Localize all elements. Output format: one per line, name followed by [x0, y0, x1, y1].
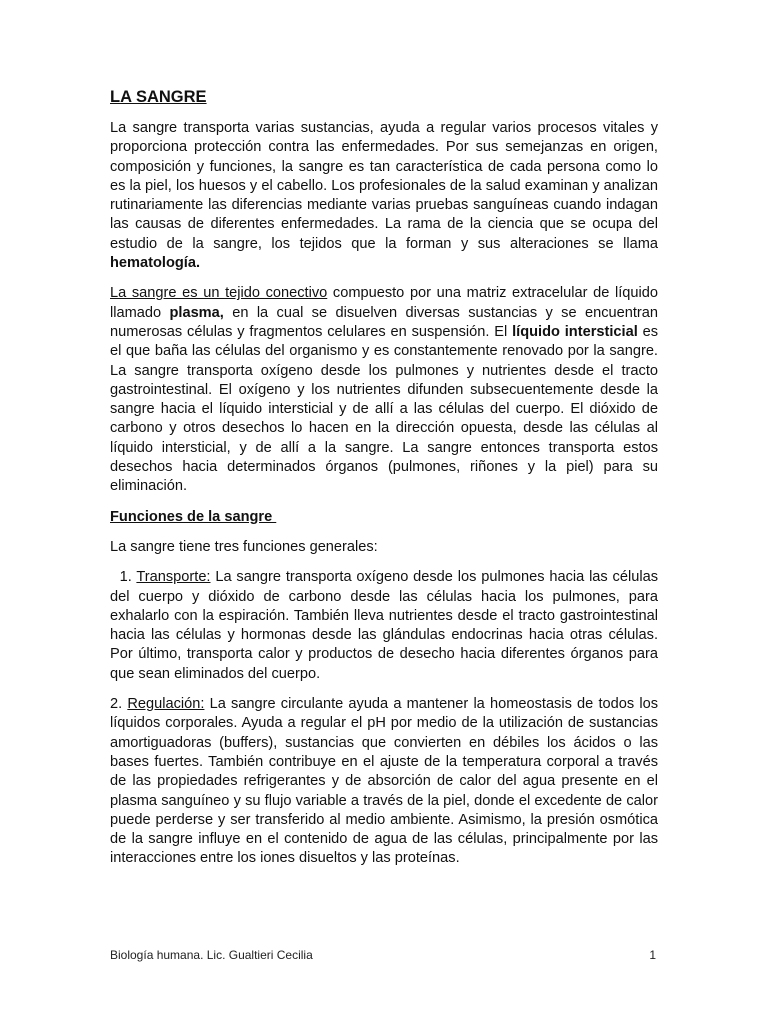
paragraph-tissue-text-3: es el que baña las células del organismo y es constantemente renovado por la sangre. La sangre transporta oxígeno desde los pulmones y nutrientes desde el tracto gastrointestinal. El oxígeno y los nutrientes difunden subsecuentemente desde la sangre hacia el líquido intersticial y de allí a las células del cuerpo. El dióxido de carbono y otros desechos lo hacen en la dirección opuesta, desde las células al líquido intersticial, y de allí a la sangre. La sangre entonces transporta estos desechos hacia determinados órganos (pulmones, riñones y la piel) para su eliminación.: [110, 323, 658, 495]
function-transport-label: Transporte:: [136, 569, 211, 586]
paragraph-intro-text: La sangre transporta varias sustancias, ayuda a regular varios procesos vitales y proporciona protección contra las enfermedades. Por sus semejanzas en origen, composición y funciones, la sangre es tan característica de cada persona como lo es la piel, los huesos y el cabello. Los profesionales de la salud examinan y analizan rutinariamente las diferencias mediante varias pruebas sanguíneas cuando indagan las causas de diferentes enfermedades. La rama de la ciencia que se ocupa del estudio de la sangre, los tejidos que la forman y sus alteraciones se llama: [110, 120, 658, 252]
tissue-definition-underlined: La sangre es un tejido conectivo: [110, 285, 328, 302]
paragraph-tissue-text-2: en la cual se disuelven diversas sustancias y se encuentran numerosas células y fragmentos celulares en suspensión. El: [110, 304, 658, 340]
plasma-term: plasma,: [169, 304, 224, 321]
function-regulation-number: 2.: [110, 696, 128, 713]
interstitial-fluid-term: líquido intersticial: [512, 323, 638, 340]
function-regulation-label: Regulación:: [127, 696, 205, 713]
paragraph-intro: [110, 119, 658, 273]
functions-intro: La sangre tiene tres funciones generales:: [110, 538, 378, 555]
function-regulation-text: La sangre circulante ayuda a mantener la homeostasis de todos los líquidos corporales. Ayuda a regular el pH por medio de la utilización de sustancias amortiguadoras (buffers), sustancias que convierten en débiles los ácidos o las bases fuertes. También contribuye en el ajuste de la temperatura corporal a través de las propiedades refrigerantes y de absorción de calor del agua presente en el plasma sanguíneo y su flujo variable a través de la piel, donde el excedente de calor puede perderse y ser transferido al medio ambiente. Asimismo, la presión osmótica de la sangre influye en el contenido de agua de las células, principalmente por las interacciones entre los iones disueltos y las proteínas.: [110, 696, 658, 867]
hematologia-term: hematología.: [110, 255, 201, 272]
document-body: [110, 86, 658, 880]
paragraph-tissue-text-1: compuesto por una matriz extracelular de líquido llamado: [110, 285, 658, 321]
document-title: LA SANGRE: [110, 88, 207, 106]
function-transport-number: 1.: [110, 569, 137, 586]
section-heading-functions: Funciones de la sangre: [110, 508, 277, 525]
footer-author: Biología humana. Lic. Gualtieri Cecilia: [110, 948, 313, 962]
function-transport: [110, 568, 658, 684]
footer-page-number: 1: [649, 948, 656, 962]
function-regulation: [110, 695, 658, 869]
function-transport-text: La sangre transporta oxígeno desde los pulmones hacia las células del cuerpo y dióxido de carbono desde las células hacia los pulmones, para exhalarlo con la espiración. También lleva nutrientes desde el tracto gastrointestinal hacia las células y hormonas desde las glándulas endocrinas hacia otras células. Por último, transporta calor y productos de desecho hacia diferentes órganos para que sean eliminados del cuerpo.: [110, 569, 658, 682]
paragraph-tissue: [110, 284, 658, 496]
